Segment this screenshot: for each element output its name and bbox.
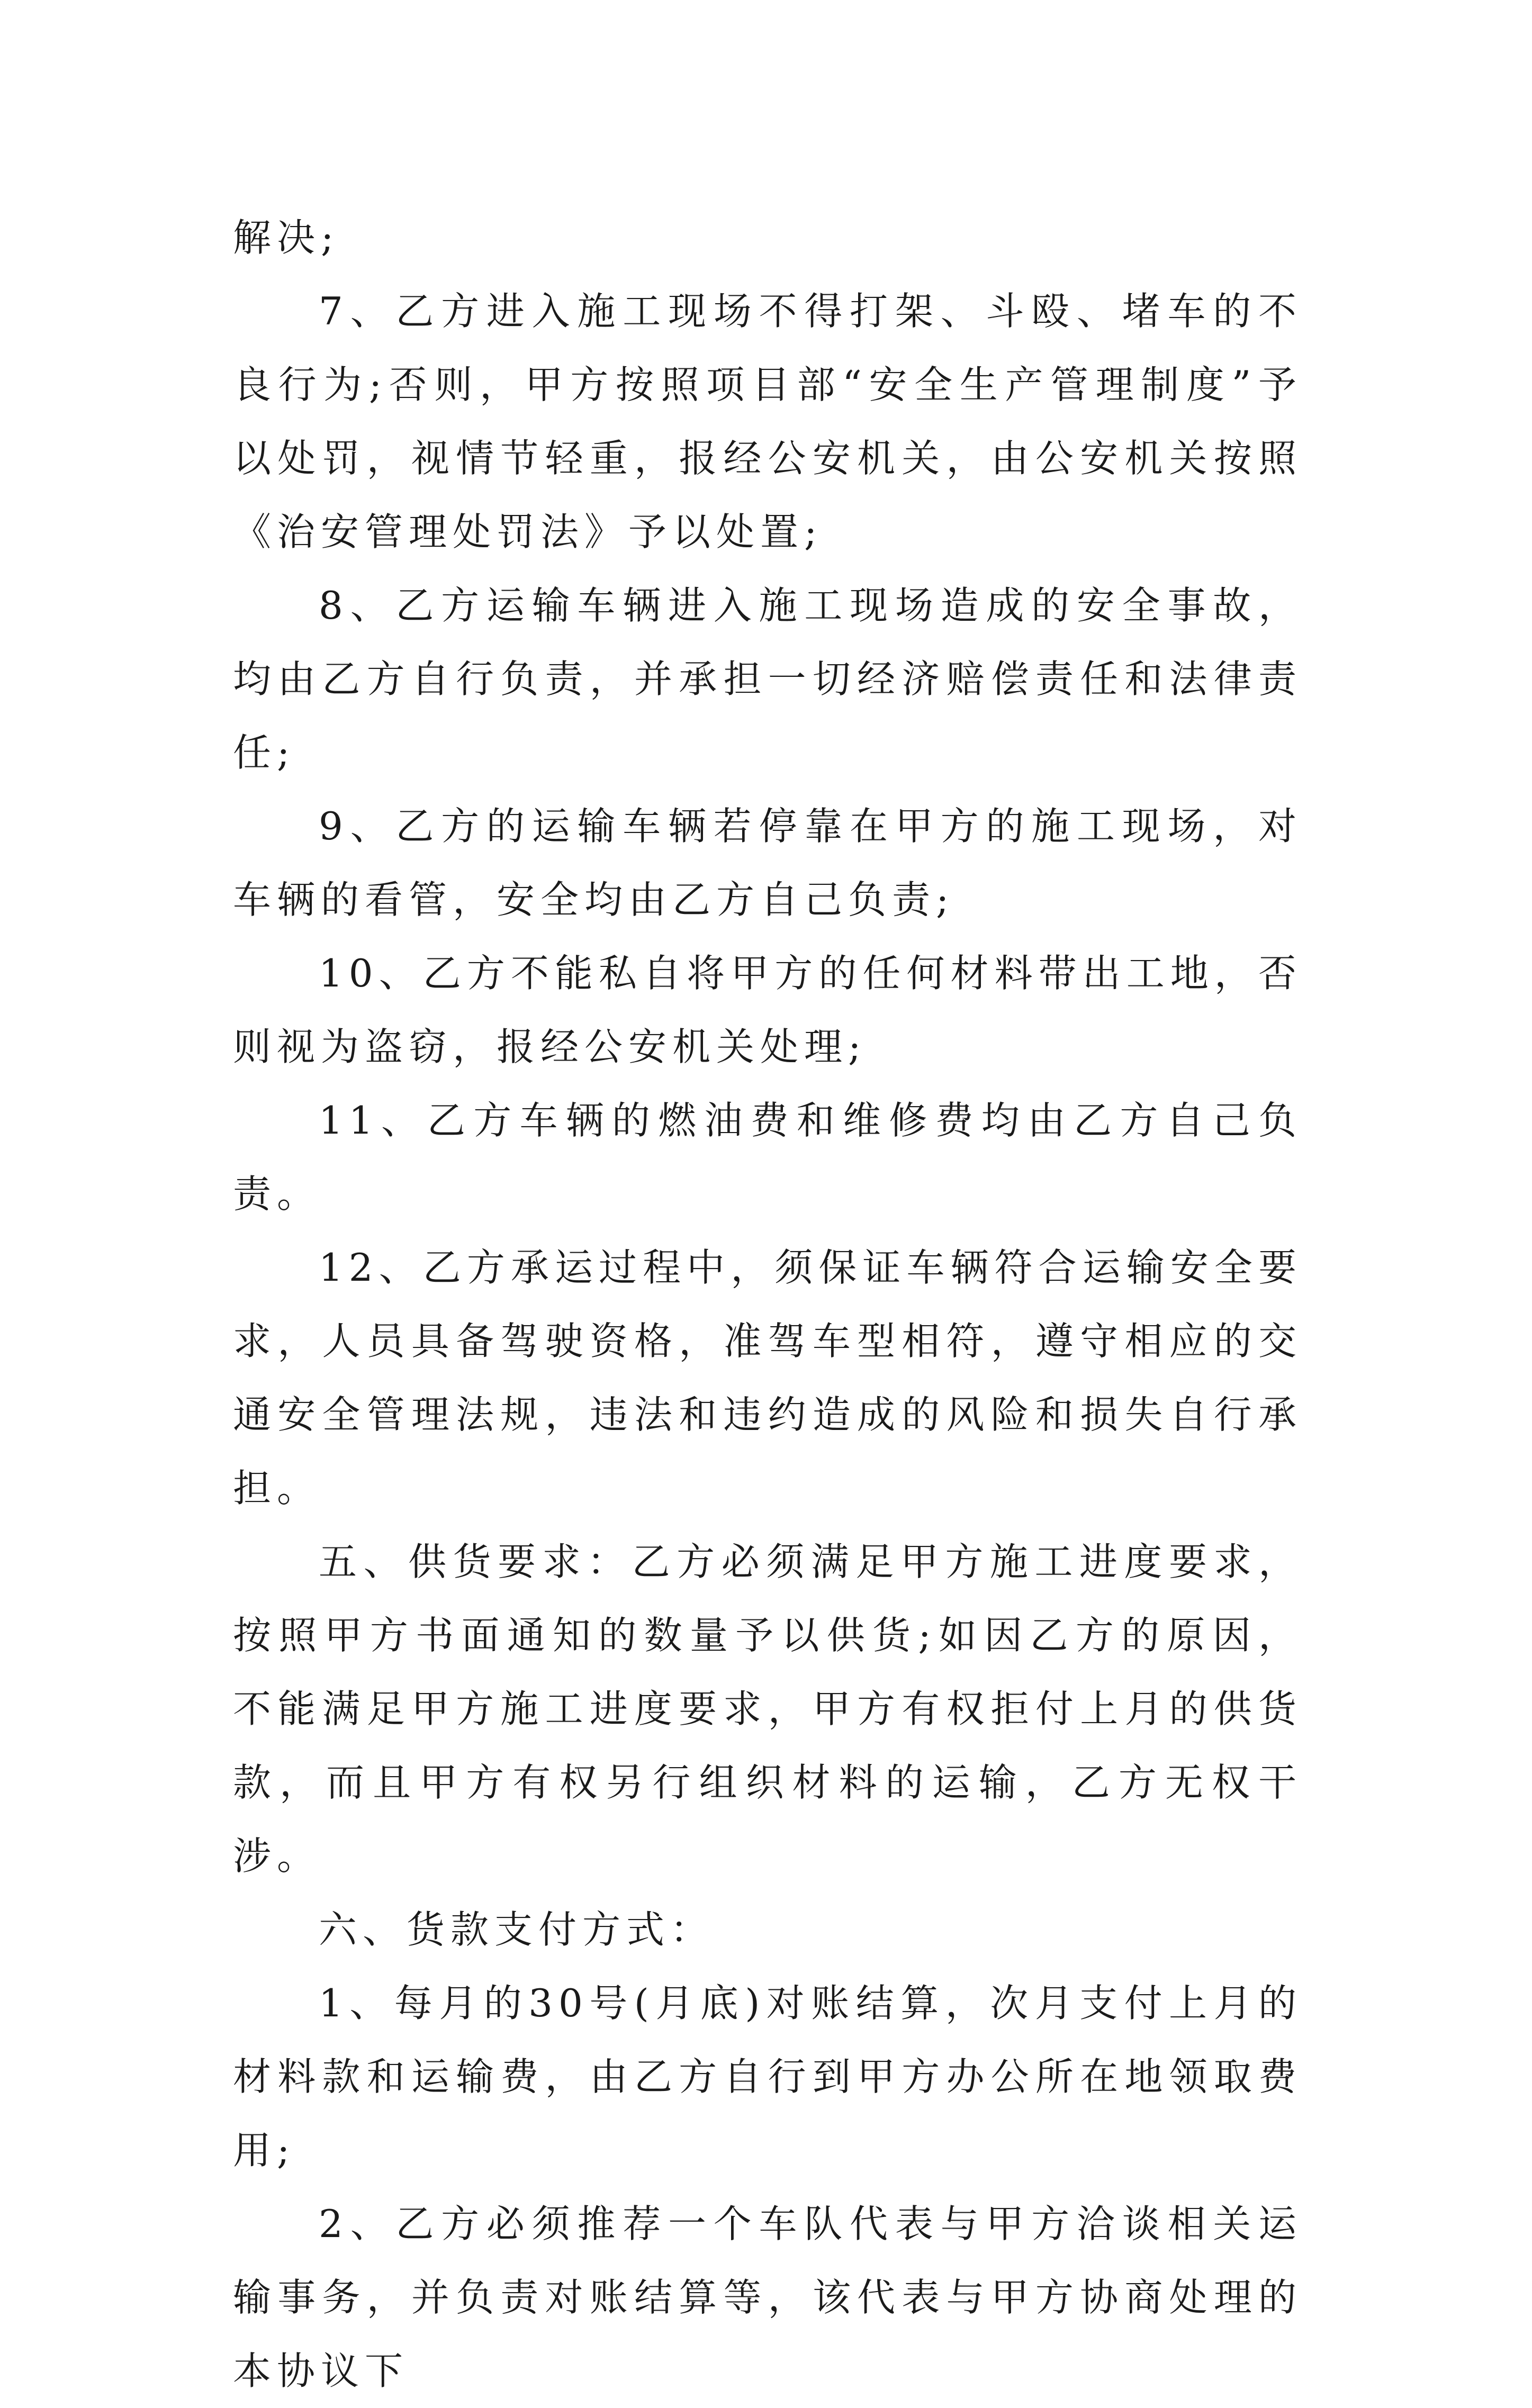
paragraph-section-5-supply: 五、供货要求：乙方必须满足甲方施工进度要求，按照甲方书面通知的数量予以供货;如因乙方的原因，不能满足甲方施工进度要求，甲方有权拒付上月的供货款，而且甲方有权另行组织材料的运输，乙方无权干涉。: [233, 1540, 1302, 1878]
paragraph-clause-8: 8、乙方运输车辆进入施工现场造成的安全事故，均由乙方自行负责，并承担一切经济赔偿责任和法律责任;: [233, 583, 1302, 775]
paragraph-clause-9: 9、乙方的运输车辆若停靠在甲方的施工现场，对车辆的看管，安全均由乙方自己负责;: [233, 804, 1302, 922]
document-body: [233, 201, 1302, 2408]
paragraph-payment-2: 2、乙方必须推荐一个车队代表与甲方洽谈相关运输事务，并负责对账结算等，该代表与甲方协商处理的本协议下: [233, 2202, 1302, 2393]
paragraph-clause-10: 10、乙方不能私自将甲方的任何材料带出工地，否则视为盗窃，报经公安机关处理;: [233, 951, 1302, 1069]
paragraph-clause-11: 11、乙方车辆的燃油费和维修费均由乙方自己负责。: [233, 1098, 1302, 1216]
paragraph-continuation: 解决;: [233, 215, 340, 260]
paragraph-clause-12: 12、乙方承运过程中，须保证车辆符合运输安全要求，人员具备驾驶资格，准驾车型相符，遵守相应的交通安全管理法规，违法和违约造成的风险和损失自行承担。: [233, 1245, 1302, 1510]
paragraph-section-6-heading: 六、货款支付方式：: [319, 1907, 715, 1952]
paragraph-payment-1: 1、每月的30号(月底)对账结算，次月支付上月的材料款和运输费，由乙方自行到甲方办公所在地领取费用;: [233, 1981, 1302, 2172]
paragraph-clause-7: 7、乙方进入施工现场不得打架、斗殴、堵车的不良行为;否则，甲方按照项目部“安全生产管理制度”予以处罚，视情节轻重，报经公安机关，由公安机关按照《治安管理处罚法》予以处置;: [233, 289, 1302, 554]
